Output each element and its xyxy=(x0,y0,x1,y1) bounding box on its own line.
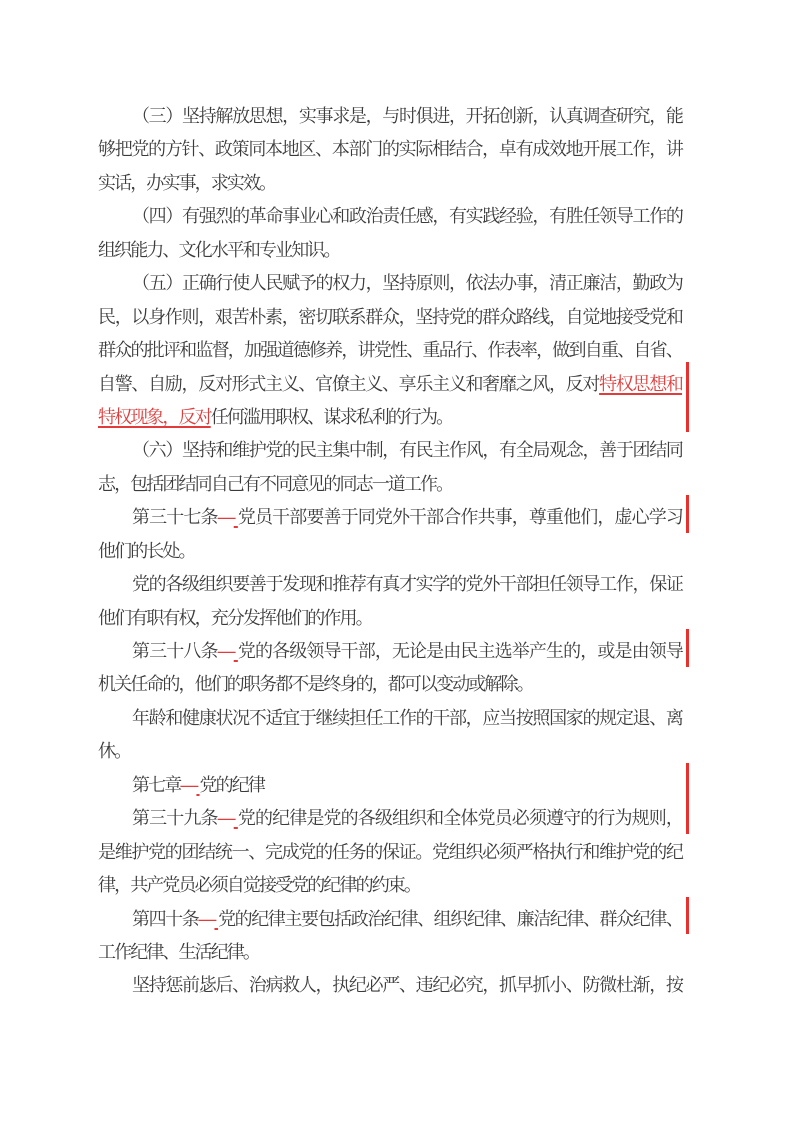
text-line xyxy=(98,802,682,835)
text-segment: 实话，办实事，求实效。 xyxy=(98,172,276,193)
text-line xyxy=(98,501,682,534)
text-line xyxy=(98,234,682,267)
text-line xyxy=(98,836,682,869)
text-segment: （五）正确行使人民赋予的权力，坚持原则，依法办事，清正廉洁，勤政为 xyxy=(132,273,682,294)
text-segment: 他们有职有权，充分发挥他们的作用。 xyxy=(98,607,372,628)
text-segment: 民，以身作则，艰苦朴素，密切联系群众，坚持党的群众路线，自觉地接受党和 xyxy=(98,306,682,327)
text-line xyxy=(98,668,682,701)
tracked-insertion: — xyxy=(217,808,234,829)
text-line xyxy=(98,903,682,936)
text-line xyxy=(98,301,682,334)
text-segment: 他们的长处。 xyxy=(98,540,195,561)
text-segment: 机关任命的，他们的职务都不是终身的，都可以变动或解除。 xyxy=(98,674,533,695)
text-segment: 第四十条 xyxy=(132,908,199,929)
text-line xyxy=(98,969,682,1002)
text-line xyxy=(98,267,682,300)
text-segment: 党的各级组织要善于发现和推荐有真才实学的党外干部担任领导工作，保证 xyxy=(132,574,682,595)
text-line xyxy=(98,602,682,635)
text-line xyxy=(98,334,682,367)
text-segment: 律，共产党员必须自觉接受党的纪律的约束。 xyxy=(98,875,420,896)
text-segment: 党的纪律 xyxy=(199,774,264,795)
text-segment: 年龄和健康状况不适宜于继续担任工作的干部，应当按照国家的规定退、离 xyxy=(132,707,682,728)
text-segment: 党员干部要善于同党外干部合作共事，尊重他们，虚心学习 xyxy=(237,507,682,528)
text-segment: 志，包括团结同自己有不同意见的同志一道工作。 xyxy=(98,473,453,494)
text-line xyxy=(98,702,682,735)
change-bar xyxy=(686,362,689,433)
text-line xyxy=(98,368,682,401)
text-segment: 群众的批评和监督，加强道德修养，讲党性、重品行、作表率，做到自重、自省、 xyxy=(98,340,682,361)
text-segment: 自警、自励，反对形式主义、官僚主义、享乐主义和奢靡之风，反对 xyxy=(98,373,600,394)
document-body xyxy=(98,100,682,1003)
text-segment: （六）坚持和维护党的民主集中制，有民主作风，有全局观念，善于团结同 xyxy=(132,440,682,461)
text-segment: 党的纪律主要包括政治纪律、组织纪律、廉洁纪律、群众纪律、 xyxy=(218,908,682,929)
text-segment: 第七章 xyxy=(132,774,181,795)
text-line xyxy=(98,769,682,802)
text-line xyxy=(98,200,682,233)
text-segment: 第三十八条 xyxy=(132,641,218,661)
text-line xyxy=(98,133,682,166)
tracked-insertion: 特权现象，反对 xyxy=(98,406,211,427)
text-line xyxy=(98,100,682,133)
text-segment: 是维护党的团结统一、完成党的任务的保证。党组织必须严格执行和维护党的纪 xyxy=(98,841,682,862)
change-bar xyxy=(686,495,689,532)
text-line xyxy=(98,167,682,200)
text-segment: 党的纪律是党的各级组织和全体党员必须遵守的行为规则， xyxy=(237,808,682,829)
text-line xyxy=(98,401,682,434)
change-bar xyxy=(686,763,689,834)
text-line xyxy=(98,434,682,467)
text-line xyxy=(98,735,682,768)
change-bar xyxy=(686,897,689,934)
text-line xyxy=(98,936,682,969)
text-segment: （四）有强烈的革命事业心和政治责任感，有实践经验，有胜任领导工作的 xyxy=(132,206,682,227)
change-bar xyxy=(686,629,689,666)
text-segment: 工作纪律、生活纪律。 xyxy=(98,941,259,962)
text-segment: 党的各级领导干部，无论是由民主选举产生的，或是由领导 xyxy=(237,641,682,661)
tracked-insertion: — xyxy=(180,774,197,795)
text-segment: 第三十七条 xyxy=(132,507,218,528)
tracked-insertion: 特权思想和 xyxy=(599,373,683,394)
text-segment: 组织能力、文化水平和专业知识。 xyxy=(98,239,340,260)
text-line xyxy=(98,468,682,501)
text-line xyxy=(98,869,682,902)
text-segment: 休。 xyxy=(98,741,131,762)
text-segment: 任何滥用职权、谋求私利的行为。 xyxy=(210,406,453,427)
text-line xyxy=(98,535,682,568)
text-segment: 够把党的方针、政策同本地区、本部门的实际相结合，卓有成效地开展工作，讲 xyxy=(98,139,682,160)
tracked-insertion: — xyxy=(217,507,234,528)
tracked-insertion: — xyxy=(198,908,215,929)
text-segment: （三）坚持解放思想，实事求是，与时俱进，开拓创新，认真调查研究，能 xyxy=(132,106,682,126)
text-line xyxy=(98,635,682,668)
text-line xyxy=(98,568,682,601)
text-segment: 坚持惩前毖后、治病救人，执纪必严、违纪必究，抓早抓小、防微杜渐，按 xyxy=(132,975,682,996)
text-segment: 第三十九条 xyxy=(132,808,218,829)
tracked-insertion: — xyxy=(217,641,234,661)
